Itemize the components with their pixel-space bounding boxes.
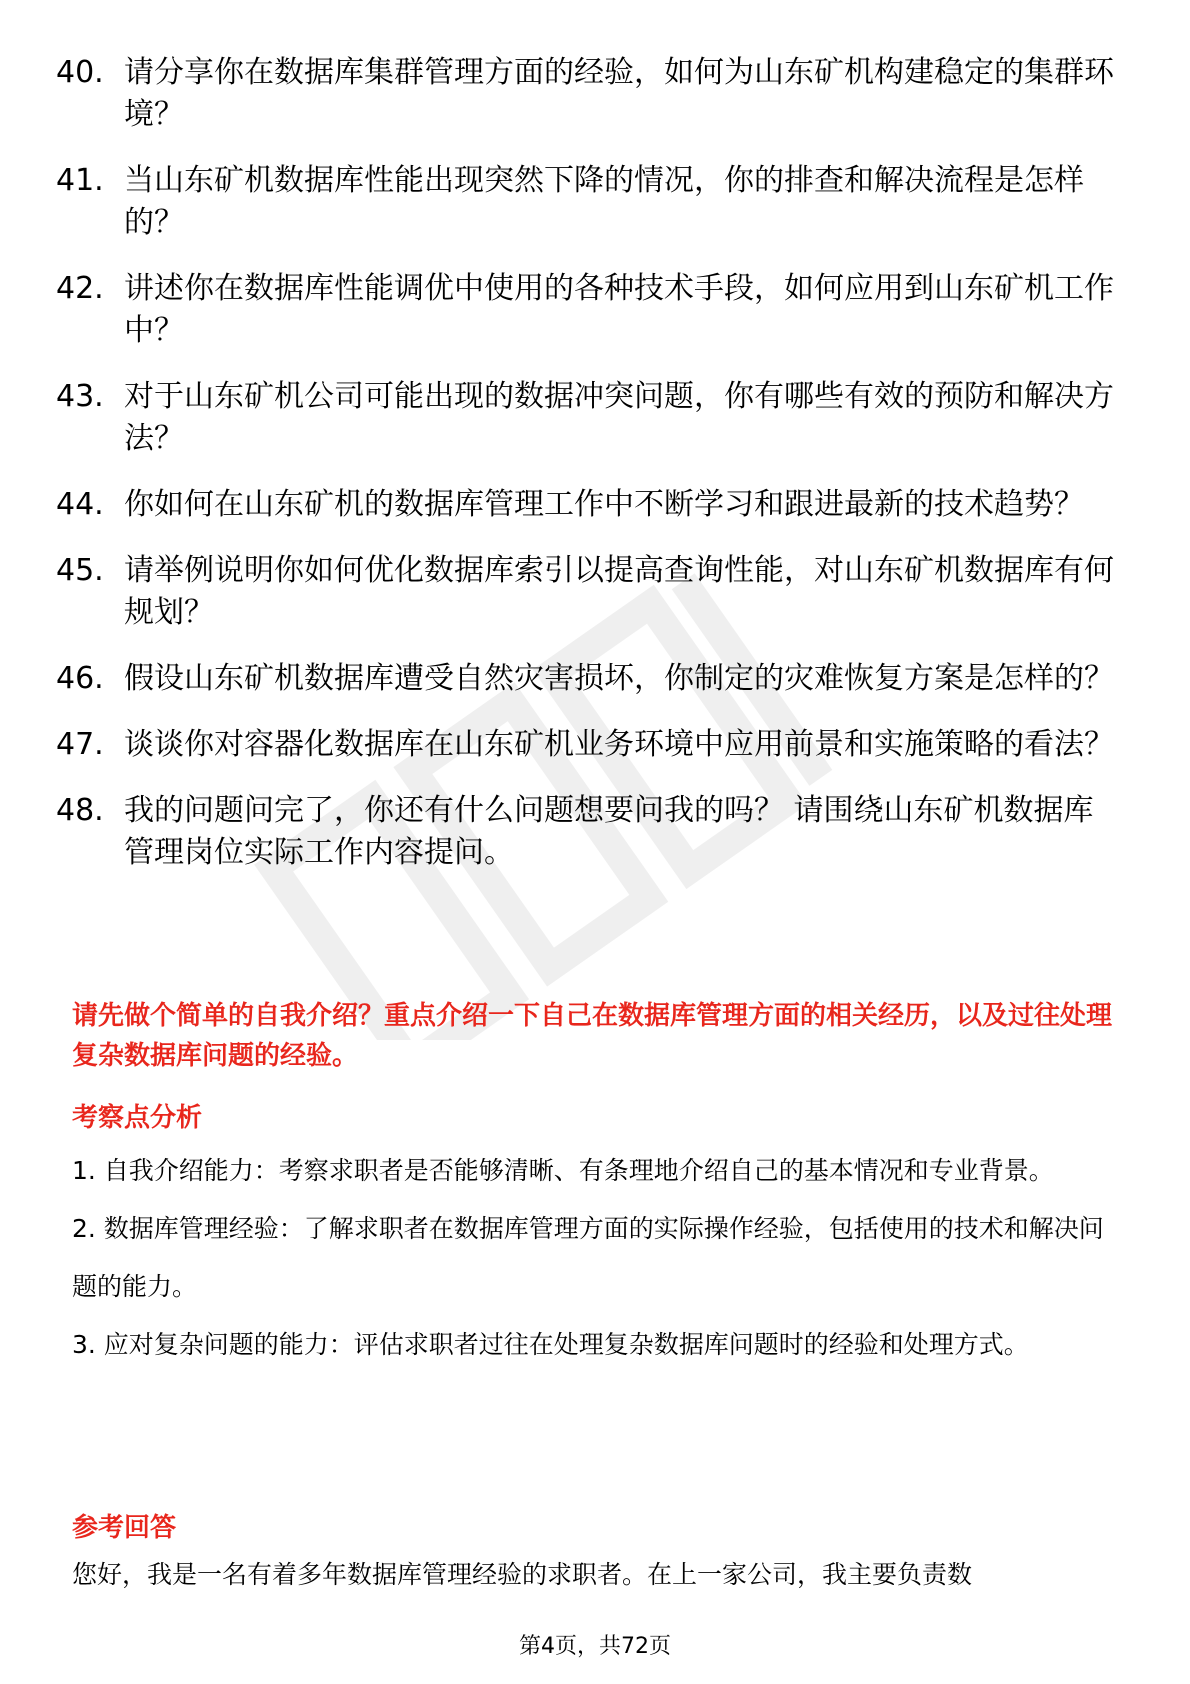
analysis-item: 1. 自我介绍能力：考察求职者是否能够清晰、有条理地介绍自己的基本情况和专业背景。 bbox=[72, 1156, 1054, 1185]
question-number: 47. bbox=[56, 727, 104, 762]
question-text: 我的问题问完了，你还有什么问题想要问我的吗？ 请围绕山东矿机数据库管理岗位实际工作内容提问。 bbox=[124, 793, 1094, 870]
question-item bbox=[56, 268, 1116, 352]
question-text: 谈谈你对容器化数据库在山东矿机业务环境中应用前景和实施策略的看法？ bbox=[124, 727, 1114, 762]
analysis-list bbox=[72, 1142, 1120, 1374]
analysis-item: 3. 应对复杂问题的能力：评估求职者过往在处理复杂数据库问题时的经验和处理方式。 bbox=[72, 1330, 1029, 1359]
answer-text: 您好，我是一名有着多年数据库管理经验的求职者。在上一家公司，我主要负责数 bbox=[72, 1560, 973, 1589]
question-number: 48. bbox=[56, 793, 104, 828]
question-text: 当山东矿机数据库性能出现突然下降的情况，你的排查和解决流程是怎样的？ bbox=[124, 163, 1084, 240]
question-number: 42. bbox=[56, 271, 104, 306]
question-list bbox=[56, 52, 1116, 898]
question-number: 45. bbox=[56, 553, 104, 588]
main-question: 请先做个简单的自我介绍？重点介绍一下自己在数据库管理方面的相关经历，以及过往处理复杂数据库问题的经验。 bbox=[72, 1001, 1113, 1071]
analysis-heading: 考察点分析 bbox=[72, 1103, 203, 1133]
question-item bbox=[56, 550, 1116, 634]
question-text: 假设山东矿机数据库遭受自然灾害损坏，你制定的灾难恢复方案是怎样的？ bbox=[124, 661, 1114, 696]
page-footer: 第4页，共72页 bbox=[519, 1634, 671, 1659]
answer-heading: 参考回答 bbox=[72, 1513, 177, 1543]
question-number: 46. bbox=[56, 661, 104, 696]
question-item bbox=[56, 376, 1116, 460]
question-number: 41. bbox=[56, 163, 104, 198]
question-number: 44. bbox=[56, 487, 104, 522]
question-item bbox=[56, 52, 1116, 136]
question-item bbox=[56, 160, 1116, 244]
analysis-item: 2. 数据库管理经验：了解求职者在数据库管理方面的实际操作经验，包括使用的技术和解决问题的能力。 bbox=[72, 1214, 1104, 1301]
question-item bbox=[56, 484, 1116, 526]
question-item bbox=[56, 658, 1116, 700]
question-text: 请举例说明你如何优化数据库索引以提高查询性能，对山东矿机数据库有何规划？ bbox=[124, 553, 1114, 630]
question-text: 你如何在山东矿机的数据库管理工作中不断学习和跟进最新的技术趋势？ bbox=[124, 487, 1084, 522]
question-item bbox=[56, 724, 1116, 766]
question-number: 40. bbox=[56, 55, 104, 90]
question-item bbox=[56, 790, 1116, 874]
question-text: 讲述你在数据库性能调优中使用的各种技术手段，如何应用到山东矿机工作中？ bbox=[124, 271, 1114, 348]
question-number: 43. bbox=[56, 379, 104, 414]
question-text: 对于山东矿机公司可能出现的数据冲突问题，你有哪些有效的预防和解决方法？ bbox=[124, 379, 1114, 456]
question-text: 请分享你在数据库集群管理方面的经验，如何为山东矿机构建稳定的集群环境？ bbox=[124, 55, 1114, 132]
